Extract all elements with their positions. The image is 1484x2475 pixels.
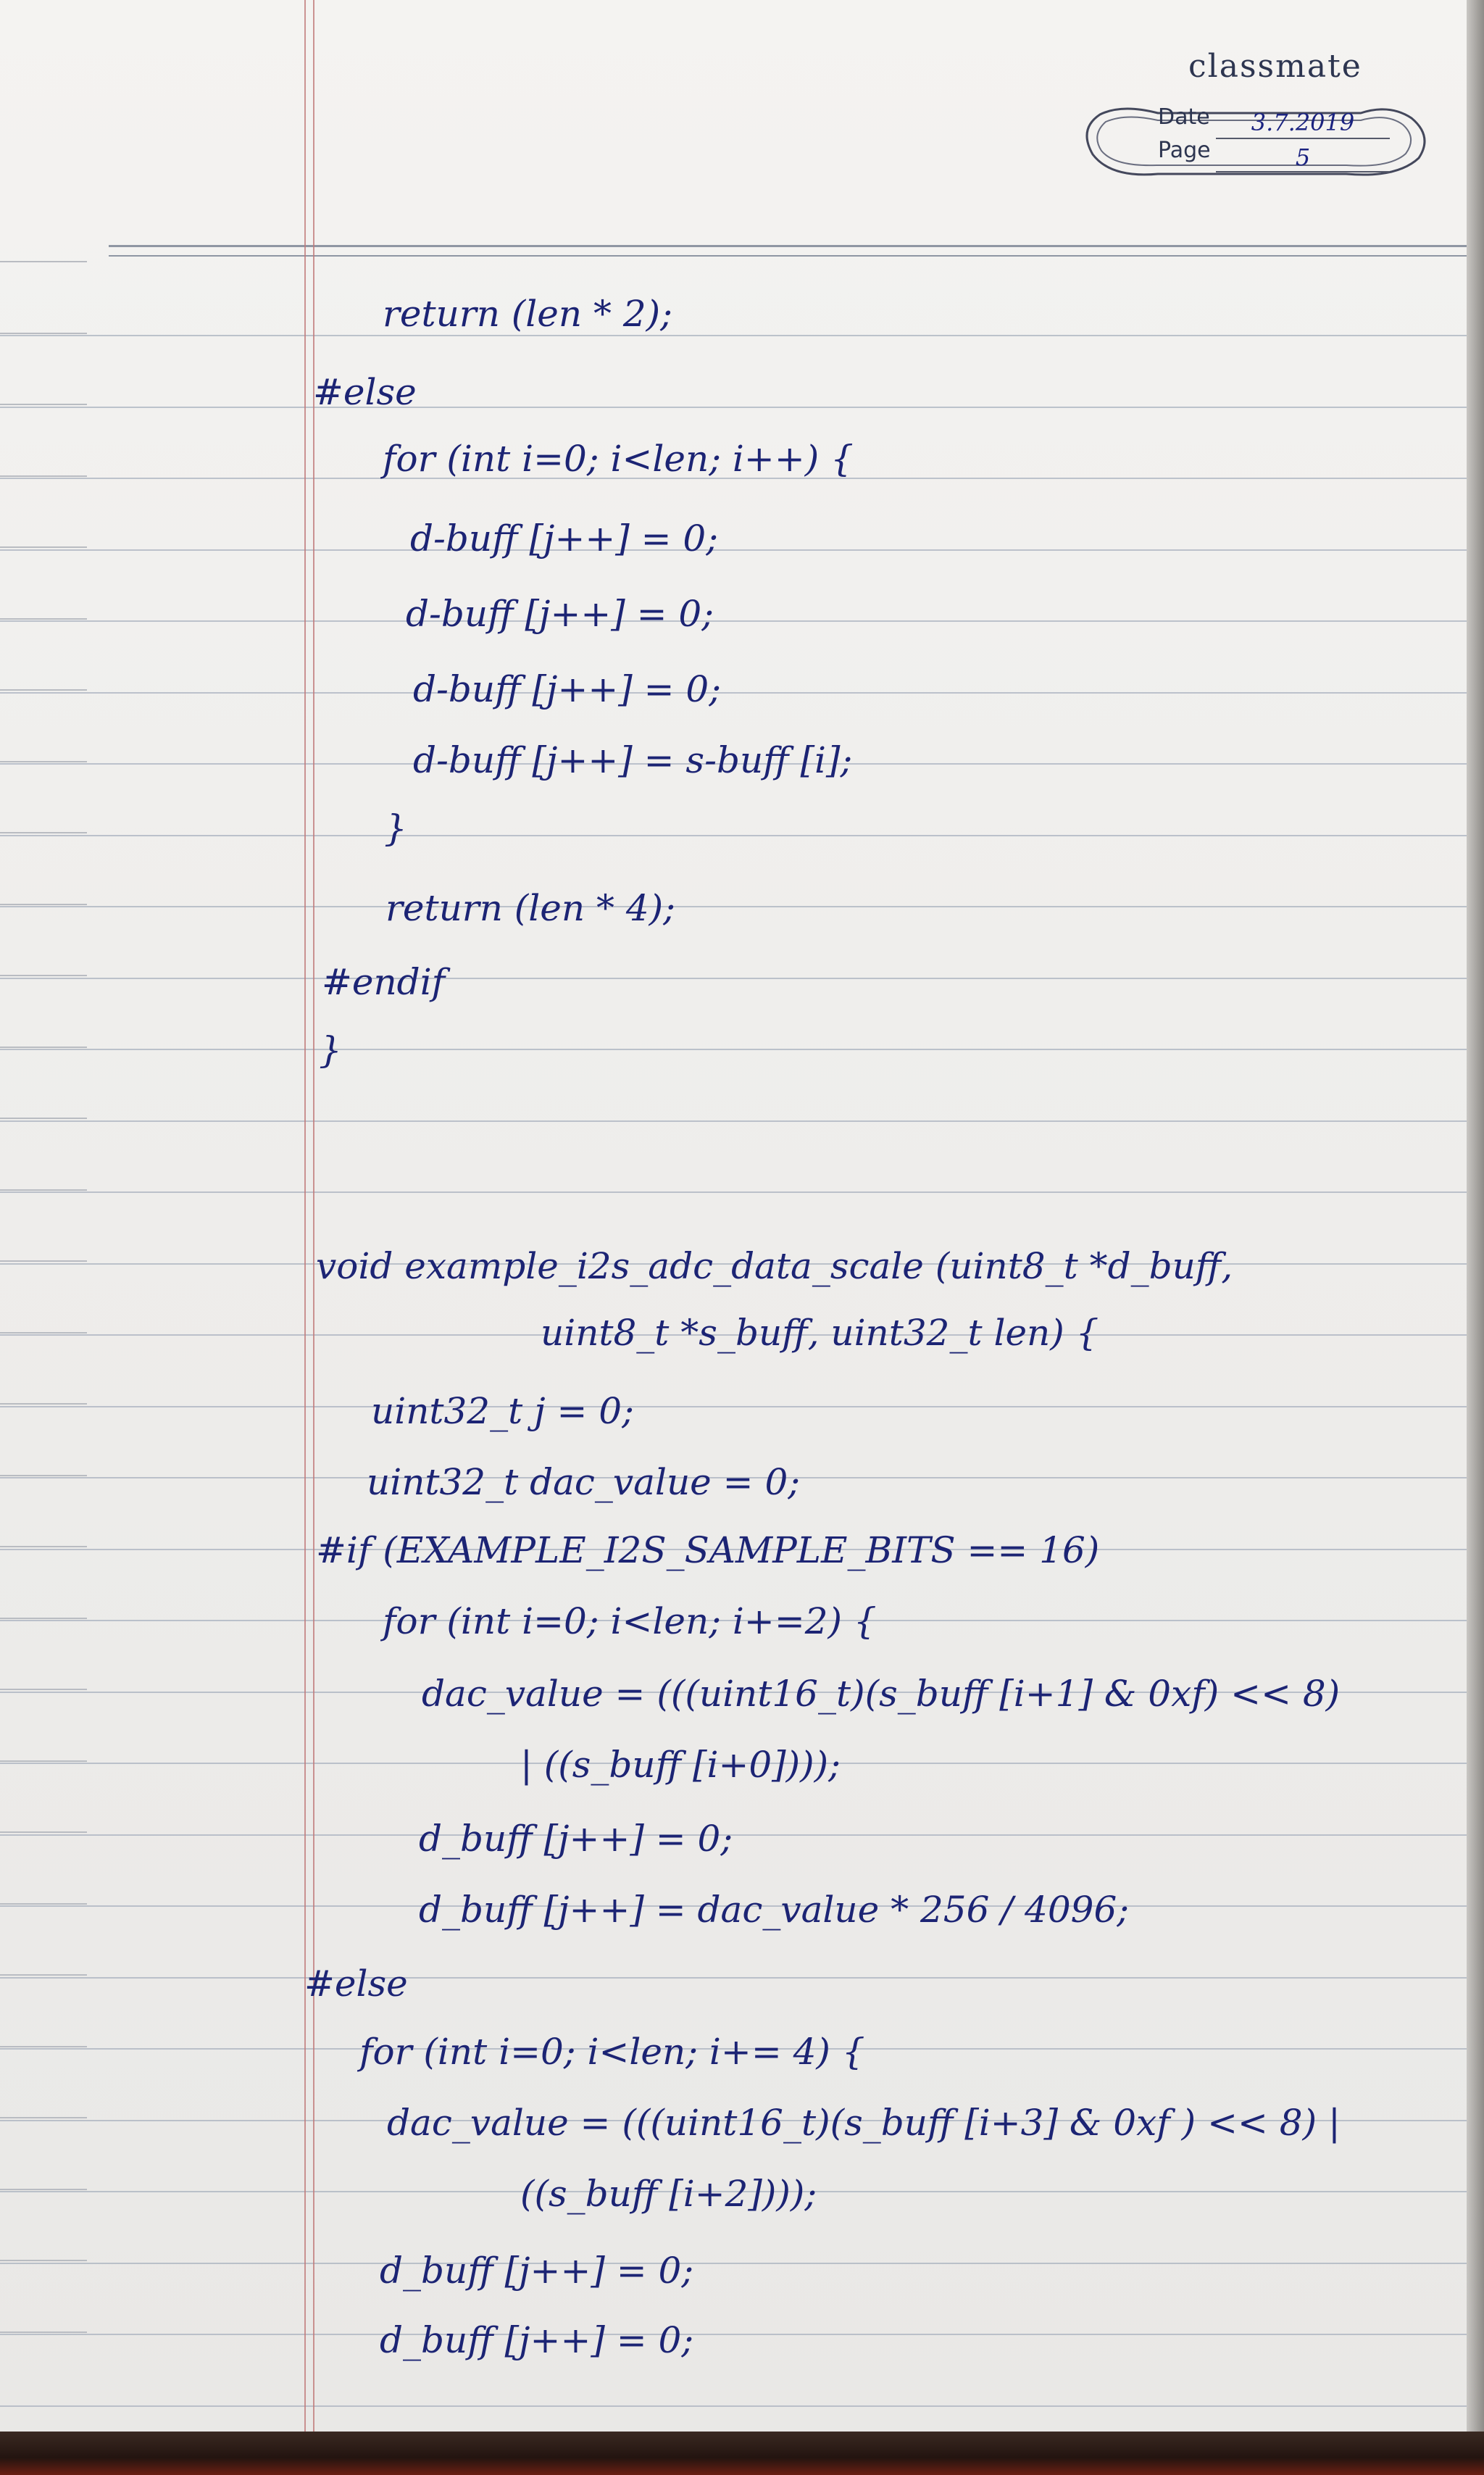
code-line: for (int i=0; i<len; i+= 4) { <box>359 2031 865 2073</box>
code-line: ((s_buff [i+2]))); <box>520 2173 817 2215</box>
code-line: return (len * 4); <box>385 887 676 929</box>
code-line: } <box>384 807 407 849</box>
code-line: d-buff [j++] = s-buff [i]; <box>413 739 853 781</box>
code-line: #else <box>304 1963 408 2005</box>
code-line: uint32_t j = 0; <box>371 1390 634 1432</box>
code-line: d_buff [j++] = 0; <box>419 1818 733 1860</box>
code-line: d-buff [j++] = 0; <box>410 517 719 560</box>
code-line: } <box>319 1029 342 1071</box>
code-line: d_buff [j++] = dac_value * 256 / 4096; <box>419 1889 1130 1931</box>
code-line: uint8_t *s_buff, uint32_t len) { <box>541 1312 1099 1354</box>
code-line: | ((s_buff [i+0]))); <box>520 1744 841 1786</box>
page-side-edge <box>1467 0 1484 2475</box>
code-line: #else <box>313 371 417 413</box>
date-value: 3.7.2019 <box>1251 109 1355 136</box>
code-line: for (int i=0; i<len; i+=2) { <box>383 1600 877 1642</box>
page-label: Page <box>1158 138 1211 163</box>
code-line: for (int i=0; i<len; i++) { <box>383 438 854 480</box>
code-line: d_buff [j++] = 0; <box>380 2250 694 2292</box>
code-line: #endif <box>322 961 446 1003</box>
page-value: 5 <box>1295 143 1311 171</box>
code-line: d_buff [j++] = 0; <box>380 2319 694 2361</box>
code-line: uint32_t dac_value = 0; <box>367 1461 801 1503</box>
code-line: d-buff [j++] = 0; <box>413 668 722 710</box>
code-line: return (len * 2); <box>383 293 673 335</box>
code-line: #if (EXAMPLE_I2S_SAMPLE_BITS == 16) <box>316 1529 1100 1571</box>
brand-logo: classmate <box>1188 48 1362 85</box>
code-line: dac_value = (((uint16_t)(s_buff [i+3] & 0xf ) << 8) | <box>387 2102 1341 2144</box>
code-line: dac_value = (((uint16_t)(s_buff [i+1] & 0xf) << 8) <box>422 1673 1341 1715</box>
table-surface <box>0 2432 1484 2475</box>
date-label: Date <box>1158 104 1210 130</box>
code-line: d-buff [j++] = 0; <box>406 593 714 635</box>
code-line: void example_i2s_adc_data_scale (uint8_t *d_buff, <box>316 1245 1233 1287</box>
